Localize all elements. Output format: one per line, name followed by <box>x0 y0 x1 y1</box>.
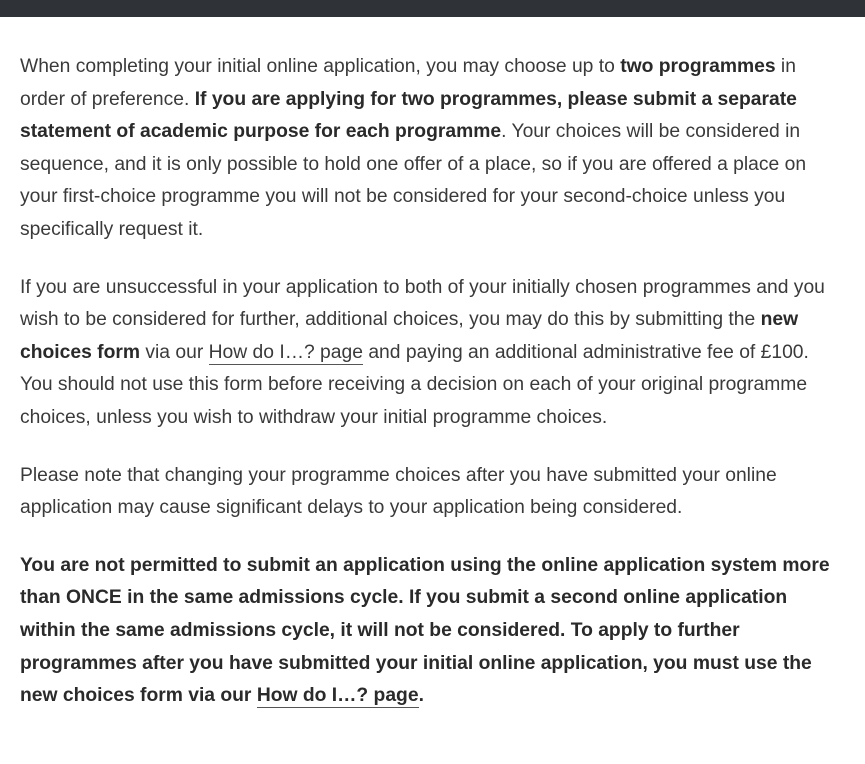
text: via our <box>140 341 209 363</box>
paragraph-programme-choices <box>20 51 845 247</box>
text: . Your choices will be considered in sequence, and it is only possible to hold one offer of a place, so if you are offered a place on your first-choice programme you will not be considered for your second-choice unless you specifically request it. <box>20 121 807 240</box>
emphasis-separate-statement: If you are applying for two programmes, please submit a separate statement of academic purpose for each programme <box>20 88 797 143</box>
paragraph-changing-choices <box>20 460 845 525</box>
how-do-i-page-link[interactable]: How do I…? page <box>208 341 363 363</box>
top-bar <box>0 0 865 17</box>
emphasis-warning <box>20 555 830 708</box>
text: Please note that changing your programme choices after you have submitted your online application may cause significant delays to your application being considered. <box>20 464 777 519</box>
emphasis-new-choices-form: new choices form <box>20 309 799 363</box>
text: . <box>418 685 424 707</box>
text: When completing your initial online application, you may choose up to <box>20 56 621 77</box>
text: You are not permitted to submit an application using the online application system more than ONCE in the same admissions cycle. If you submit a second online application within the same admissions cycle, it will not be considered. To apply to further programmes after you have submitted your initial online application, you must use the new choices form via our <box>20 554 830 707</box>
text: If you are unsuccessful in your application to both of your initially chosen programmes and you wish to be considered for further, additional choices, you may do this by submitting the <box>20 276 825 331</box>
emphasis-two-programmes: two programmes <box>620 56 776 77</box>
paragraph-additional-choices <box>20 272 845 435</box>
how-do-i-page-link[interactable]: How do I…? page <box>256 685 419 707</box>
main-content <box>0 17 865 713</box>
text: in order of preference. <box>20 56 796 110</box>
paragraph-single-application-warning <box>20 550 845 713</box>
text: and paying an additional administrative fee of £100. You should not use this form before receiving a decision on each of your original programme choices, unless you wish to withdraw your initial programme choices. <box>20 341 809 428</box>
